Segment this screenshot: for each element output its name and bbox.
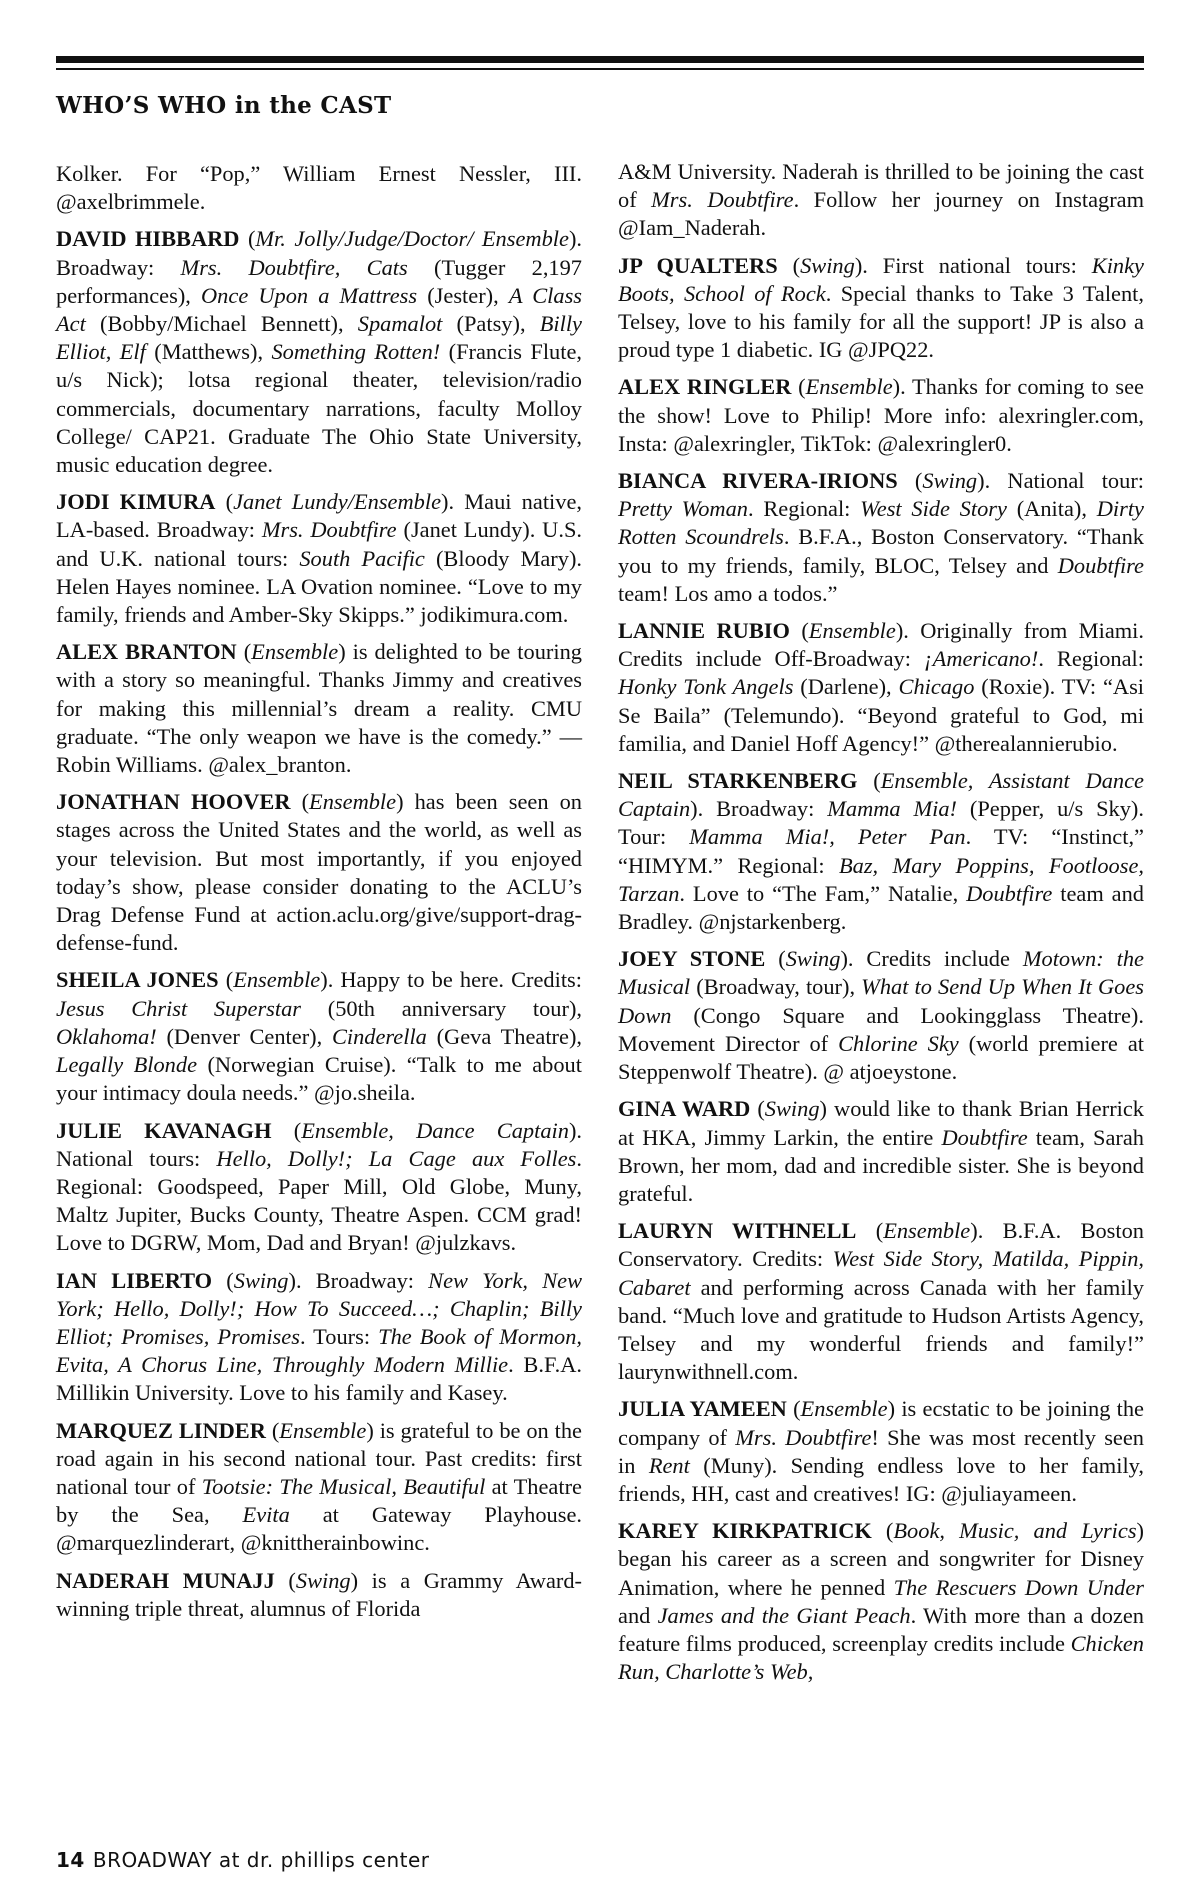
- bio-text: ). National tour:: [977, 468, 1144, 494]
- italic-text: Oklahoma!: [56, 1023, 157, 1049]
- bio-paragraph: [618, 767, 1144, 936]
- bio-text: . With more than a dozen feature films produced, screenplay credits include: [618, 1602, 1144, 1656]
- bio-text: (: [239, 226, 256, 252]
- bio-text: ). First national tours:: [854, 252, 1092, 278]
- bio-text: (: [897, 468, 923, 494]
- italic-text: Swing: [922, 468, 978, 494]
- bio-paragraph: [56, 160, 582, 216]
- italic-text: Ensemble: [808, 618, 896, 644]
- italic-text: West Side Story: [860, 496, 1007, 522]
- bio-paragraph: [56, 488, 582, 629]
- italic-text: Kinky Boots, School of Rock: [618, 252, 1144, 306]
- italic-text: The Rescuers Down Under: [893, 1574, 1145, 1600]
- bio-text: ). Maui native, LA-based. Broadway:: [56, 489, 582, 543]
- italic-text: Mrs. Doubtfire: [261, 517, 397, 543]
- bio-text: . Tours:: [299, 1323, 379, 1349]
- italic-text: Swing: [295, 1567, 351, 1593]
- bio-paragraph: [618, 1395, 1144, 1508]
- italic-text: Ensemble: [805, 374, 893, 400]
- bio-text: (Patsy),: [442, 311, 540, 337]
- italic-text: Doubtfire: [966, 880, 1053, 906]
- bio-text: (: [212, 1267, 234, 1293]
- performer-name: NADERAH MUNAJJ: [56, 1567, 275, 1593]
- performer-name: DAVID HIBBARD: [56, 226, 240, 252]
- right-column: [618, 158, 1144, 1695]
- italic-text: Once Upon a Mattress: [201, 282, 418, 308]
- italic-text: Evita: [242, 1502, 290, 1528]
- bio-text: (Roxie). TV: “Asi Se Baila” (Telemundo). “Beyond grateful to God, mi familia, and Daniel Hoff Agency!” @therealannierubio.: [618, 674, 1144, 756]
- italic-text: Cinderella: [331, 1023, 427, 1049]
- bio-text: (Tugger 2,197 performances),: [56, 254, 583, 308]
- bio-text: . Special thanks to Take 3 Talent, Telsey, love to his family for all the support! JP is also a proud type 1 diabetic. IG @JPQ22.: [618, 280, 1144, 363]
- italic-text: Hello, Dolly!; La Cage aux Folles: [216, 1145, 577, 1171]
- bio-text: team and Bradley. @njstarkenberg.: [618, 880, 1144, 935]
- italic-text: Pretty Woman: [618, 496, 748, 522]
- bio-text: (Broadway, tour),: [690, 974, 862, 1000]
- bio-paragraph: [618, 1095, 1144, 1208]
- bio-text: . B.F.A. Millikin University. Love to his family and Kasey.: [56, 1352, 582, 1406]
- bio-text: ). Credits include: [840, 946, 1023, 972]
- bio-text: (Denver Center),: [156, 1023, 332, 1049]
- italic-text: A Class Act: [56, 282, 582, 337]
- bio-text: (Bobby/Michael Bennett),: [85, 311, 358, 337]
- bio-text: ). Happy to be here. Credits:: [320, 967, 582, 993]
- bio-text: ). Thanks for coming to see the show! Love to Philip! More info: alexringler.com, Insta: @alexringler, TikTok: @alexringler0.: [618, 374, 1144, 456]
- bio-text: (: [290, 789, 310, 815]
- bio-text: ) is grateful to be on the road again in his second national tour. Past credits: first national tour of: [56, 1417, 582, 1499]
- italic-text: The Book of Mormon, Evita, A Chorus Line, Throughly Modern Millie: [56, 1323, 582, 1378]
- italic-text: Chicago: [898, 674, 975, 700]
- italic-text: Book, Music, and Lyrics: [893, 1518, 1137, 1544]
- italic-text: South Pacific: [299, 545, 425, 571]
- bio-text: . Regional:: [747, 496, 861, 522]
- bio-paragraph: [56, 1267, 582, 1408]
- publication-name: BROADWAY at dr. phillips center: [92, 1848, 430, 1872]
- bio-paragraph: [56, 966, 582, 1107]
- performer-name: ALEX BRANTON: [56, 639, 237, 665]
- italic-text: Mrs. Doubtfire: [735, 1424, 872, 1450]
- section-heading: WHO’S WHO in the CAST: [56, 92, 392, 119]
- italic-text: West Side Story, Matilda, Pippin, Cabaret: [618, 1246, 1144, 1300]
- bio-paragraph: [618, 617, 1144, 758]
- bio-text: (: [871, 1518, 894, 1544]
- italic-text: Legally Blonde: [56, 1052, 198, 1078]
- performer-name: LANNIE RUBIO: [618, 618, 790, 644]
- bio-text: (Bloody Mary). Helen Hayes nominee. LA Ovation nominee. “Love to my family, friends and Amber-Sky Skipps.” jodikimura.com.: [56, 545, 583, 628]
- bio-text: (Pepper, u/s Sky). Tour:: [618, 796, 1144, 850]
- italic-text: Janet Lundy/Ensemble: [233, 489, 442, 515]
- bio-text: at Gateway Playhouse. @marquezlinderart, @knittherainbowinc.: [56, 1502, 582, 1556]
- italic-text: Chicken Run, Charlotte’s Web,: [618, 1630, 1144, 1685]
- performer-name: JP QUALTERS: [618, 252, 778, 278]
- bio-text: and performing across Canada with her family band. “Much love and gratitude to Hudson Artists Agency, Telsey and my wonderful friends and family!” laurynwithnell.com.: [618, 1274, 1144, 1385]
- bio-text: A&M University. Naderah is thrilled to be joining the cast of: [618, 159, 1144, 213]
- performer-name: MARQUEZ LINDER: [56, 1417, 266, 1443]
- bio-text: (Darlene),: [793, 674, 899, 700]
- bio-paragraph: [618, 1517, 1144, 1686]
- bio-text: (Geva Theatre),: [426, 1023, 582, 1049]
- bio-text: ). Originally from Miami. Credits include Off-Broadway:: [618, 618, 1144, 672]
- bio-text: at Theatre by the Sea,: [56, 1473, 582, 1528]
- bio-text: (: [265, 1417, 280, 1443]
- performer-name: SHEILA JONES: [56, 967, 219, 993]
- italic-text: Doubtfire: [1057, 552, 1144, 578]
- bio-paragraph: [56, 225, 582, 479]
- bio-text: Kolker. For “Pop,” William Ernest Nessler, III. @axelbrimmele.: [56, 161, 582, 215]
- italic-text: Baz, Mary Poppins, Footloose, Tarzan: [618, 852, 1145, 906]
- bio-text: . B.F.A., Boston Conservatory. “Thank you to my friends, family, BLOC, Telsey and: [618, 524, 1145, 578]
- italic-text: Honky Tonk Angels: [618, 674, 794, 700]
- bio-text: . TV: “Instinct,” “HIMYM.” Regional:: [618, 824, 1144, 878]
- italic-text: Dirty Rotten Scoundrels: [618, 496, 1144, 550]
- italic-text: Ensemble, Dance Captain: [301, 1117, 569, 1143]
- bio-paragraph: [618, 1217, 1144, 1386]
- italic-text: Doubtfire: [941, 1124, 1028, 1150]
- italic-text: Something Rotten!: [271, 339, 441, 365]
- bio-paragraph: [56, 1117, 582, 1258]
- bio-text: (: [750, 1096, 765, 1122]
- italic-text: Ensemble: [233, 967, 321, 993]
- bio-text: ). National tours:: [56, 1117, 582, 1171]
- bio-text: . Regional:: [1038, 646, 1144, 672]
- bio-text: ). Broadway:: [690, 796, 828, 822]
- page-footer: [56, 1848, 430, 1872]
- header-rule-thin: [56, 68, 1144, 70]
- bio-text: (: [786, 1396, 801, 1422]
- italic-text: Swing: [764, 1096, 820, 1122]
- bio-text: ) has been seen on stages across the United States and the world, as well as your television. But most importantly, if you enjoyed today’s show, please consider donating to the ACLU’s Drag Defense Fund at action.aclu.org/give/support-drag-defense-fund.: [56, 789, 582, 956]
- page-number: 14: [56, 1848, 85, 1872]
- performer-name: NEIL STARKENBERG: [618, 768, 858, 794]
- italic-text: Mrs. Doubtfire: [651, 187, 794, 213]
- bio-text: (: [777, 252, 801, 278]
- bio-text: . Love to “The Fam,” Natalie,: [679, 880, 967, 906]
- bio-text: (50th anniversary tour),: [301, 995, 582, 1021]
- bio-text: team, Sarah Brown, her mom, dad and incredible sister. She is beyond grateful.: [618, 1124, 1144, 1206]
- italic-text: Swing: [233, 1267, 289, 1293]
- italic-text: Spamalot: [357, 311, 443, 337]
- header-rule-thick: [56, 56, 1144, 63]
- bio-paragraph: [618, 373, 1144, 458]
- bio-paragraph: [56, 1567, 582, 1623]
- italic-text: Chlorine Sky: [838, 1030, 959, 1056]
- bio-text: (: [857, 768, 881, 794]
- bio-text: . Follow her journey on Instagram @Iam_Naderah.: [618, 187, 1145, 241]
- bio-text: ! She was most recently seen in: [618, 1424, 1144, 1478]
- bio-text: (Congo Square and Lookingglass Theatre). Movement Director of: [618, 1002, 1144, 1056]
- italic-text: Ensemble, Assistant Dance Captain: [618, 768, 1144, 822]
- bio-paragraph: [56, 1417, 582, 1558]
- italic-text: Swing: [785, 946, 841, 972]
- performer-name: BIANCA RIVERA-IRIONS: [618, 468, 898, 494]
- performer-name: JULIA YAMEEN: [618, 1396, 787, 1422]
- performer-name: KAREY KIRKPATRICK: [618, 1518, 872, 1544]
- bio-text: (Anita),: [1006, 496, 1097, 522]
- italic-text: Rent: [648, 1452, 690, 1478]
- bio-text: (: [789, 618, 809, 644]
- bio-text: (: [274, 1567, 296, 1593]
- bio-text: ) began his career as a screen and songwriter for Disney Animation, where he penned: [618, 1518, 1144, 1600]
- bio-text: (: [218, 967, 234, 993]
- bio-text: ) is delighted to be touring with a story so meaningful. Thanks Jimmy and creatives for making this millennial’s dream a reality. CMU graduate. “The only weapon we have is the comedy.” —Robin Williams. @alex_branton.: [56, 639, 582, 778]
- italic-text: Mamma Mia!, Peter Pan: [689, 824, 966, 850]
- italic-text: Billy Elliot, Elf: [56, 311, 582, 365]
- performer-name: JOEY STONE: [618, 946, 766, 972]
- bio-text: ). B.F.A. Boston Conservatory. Credits:: [618, 1218, 1145, 1272]
- bio-text: . Regional: Goodspeed, Paper Mill, Old Globe, Muny, Maltz Jupiter, Bucks County, Theatre Aspen. CCM grad! Love to DGRW, Mom, Dad and Bryan! @julzkavs.: [56, 1145, 583, 1256]
- italic-text: Tootsie: The Musical, Beautiful: [201, 1473, 486, 1499]
- bio-paragraph: [618, 945, 1144, 1086]
- italic-text: Ensemble: [883, 1218, 971, 1244]
- italic-text: James and the Giant Peach: [657, 1602, 911, 1628]
- italic-text: What to Send Up When It Goes Down: [618, 974, 1144, 1028]
- bio-text: (: [791, 374, 806, 400]
- bio-text: (Francis Flute, u/s Nick); lotsa regional theater, television/radio commercials, documentary narrations, faculty Molloy College/ CAP21. Graduate The Ohio State University, music education degree.: [56, 339, 582, 478]
- bio-paragraph: [56, 788, 582, 957]
- performer-name: JODI KIMURA: [56, 489, 216, 515]
- bio-text: (: [856, 1218, 884, 1244]
- italic-text: Mr. Jolly/Judge/Doctor/ Ensemble: [255, 226, 569, 252]
- performer-name: LAURYN WITHNELL: [618, 1218, 857, 1244]
- italic-text: New York, New York; Hello, Dolly!; How To Succeed…; Chaplin; Billy Elliot; Promises, Promises: [56, 1267, 582, 1349]
- bio-text: (: [271, 1117, 302, 1143]
- bio-text: (world premiere at Steppenwolf Theatre). @ atjoeystone.: [618, 1030, 1144, 1085]
- bio-text: ) is ecstatic to be joining the company of: [618, 1396, 1144, 1450]
- bio-text: ). Broadway:: [56, 226, 582, 280]
- performer-name: GINA WARD: [618, 1096, 751, 1122]
- bio-text: (Norwegian Cruise). “Talk to me about your intimacy doula needs.” @jo.sheila.: [56, 1052, 582, 1106]
- bio-text: ) is a Grammy Award-winning triple threat, alumnus of Florida: [56, 1567, 582, 1621]
- italic-text: Ensemble: [279, 1417, 367, 1443]
- bio-text: (Muny). Sending endless love to her family, friends, HH, cast and creatives! IG: @juliayameen.: [618, 1452, 1144, 1506]
- italic-text: Ensemble: [309, 789, 397, 815]
- bio-text: ). Broadway:: [288, 1267, 429, 1293]
- bio-text: team! Los amo a todos.”: [618, 580, 838, 606]
- bio-text: (Jester),: [417, 282, 509, 308]
- performer-name: IAN LIBERTO: [56, 1267, 213, 1293]
- bio-text: (: [236, 639, 252, 665]
- performer-name: ALEX RINGLER: [618, 374, 792, 400]
- performer-name: JONATHAN HOOVER: [56, 789, 291, 815]
- bio-text: (: [765, 946, 786, 972]
- bio-paragraph: [618, 467, 1144, 608]
- italic-text: Swing: [800, 252, 855, 278]
- bio-paragraph: [618, 158, 1144, 243]
- italic-text: Jesus Christ Superstar: [56, 995, 302, 1021]
- bio-paragraph: [618, 252, 1144, 365]
- bio-paragraph: [56, 638, 582, 779]
- italic-text: Mamma Mia!: [827, 796, 957, 822]
- italic-text: Motown: the Musical: [618, 946, 1144, 1000]
- bio-text: (Matthews),: [145, 339, 272, 365]
- italic-text: Ensemble: [800, 1396, 888, 1422]
- italic-text: Mrs. Doubtfire, Cats: [180, 254, 408, 280]
- bio-text: and: [618, 1602, 658, 1628]
- bio-text: (: [215, 489, 234, 515]
- italic-text: Ensemble: [251, 639, 339, 665]
- left-column: [56, 160, 582, 1632]
- bio-text: ) would like to thank Brian Herrick at HKA, Jimmy Larkin, the entire: [618, 1096, 1145, 1150]
- bio-text: (Janet Lundy). U.S. and U.K. national tours:: [56, 517, 582, 571]
- performer-name: JULIE KAVANAGH: [56, 1117, 272, 1143]
- italic-text: ¡Americano!: [923, 646, 1039, 672]
